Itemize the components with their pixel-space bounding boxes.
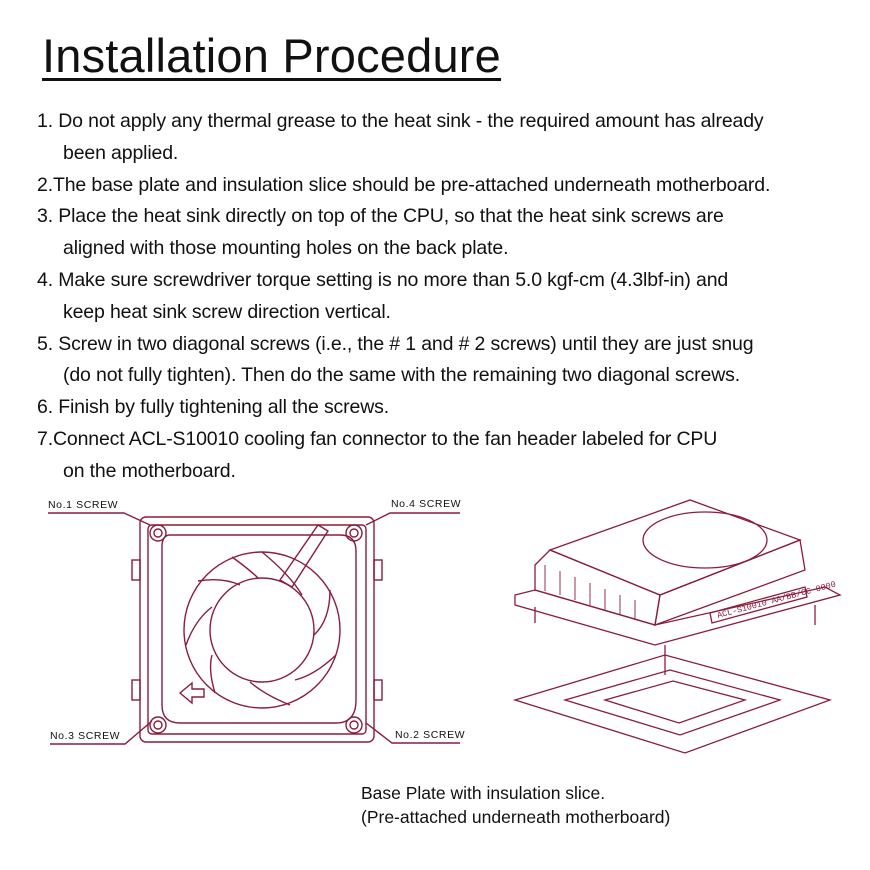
callout-no3-screw: No.3 SCREW [50,730,121,742]
heatsink-top-view-figure [40,495,480,760]
product-label-text: ACL-S10010 AA/BB/CC 0000 [716,579,838,621]
step-3 [37,201,857,265]
fan-outer-ring [184,552,340,708]
caption-line-2: (Pre-attached underneath motherboard) [361,807,671,827]
step-3-line-2: aligned with those mounting holes on the back plate. [63,237,509,260]
callout-no2-screw: No.2 SCREW [395,729,466,741]
step-5-line-1: 5. Screw in two diagonal screws (i.e., the # 1 and # 2 screws) until they are just snug [37,332,754,355]
screw-icons [150,525,362,733]
callout-no1-screw: No.1 SCREW [48,499,119,511]
instruction-list [37,106,857,488]
figure-caption [361,781,670,829]
step-7-line-2: on the motherboard. [63,459,236,482]
heatsink-isometric-figure [505,495,850,775]
callout-no4-screw: No.4 SCREW [391,498,462,510]
step-1 [37,106,857,170]
base-plate [515,655,830,753]
step-7 [37,424,857,488]
step-3-line-1: 3. Place the heat sink directly on top of the CPU, so that the heat sink screws are [37,205,724,228]
fan-shroud [162,535,356,723]
step-1-line-1: 1. Do not apply any thermal grease to the heat sink - the required amount has already [37,110,764,132]
heatsink-top-face [550,500,800,595]
caption-line-1: Base Plate with insulation slice. [361,783,606,803]
airflow-arrow-icon [180,683,204,703]
step-2-line-1: 2.The base plate and insulation slice should be pre-attached underneath motherboard. [37,173,771,196]
step-1-line-2: been applied. [63,141,179,164]
step-6 [37,392,857,424]
step-4-line-1: 4. Make sure screwdriver torque setting is no more than 5.0 kgf-cm (4.3lbf-in) and [37,268,729,291]
heatsink-top-view-drawing [40,495,480,760]
page-title: Installation Procedure [42,29,502,82]
heatsink-isometric-drawing [505,495,850,775]
step-6-line-1: 6. Finish by fully tightening all the screws. [37,396,390,419]
step-4 [37,265,857,329]
step-5-line-2: (do not fully tighten). Then do the same with the remaining two diagonal screws. [63,364,741,387]
fan-hub [210,578,314,682]
leader-no1 [48,513,150,525]
step-5 [37,329,857,393]
step-2 [37,170,857,202]
step-4-line-2: keep heat sink screw direction vertical. [63,300,391,323]
leader-no4 [366,513,460,525]
step-7-line-1: 7.Connect ACL-S10010 cooling fan connector to the fan header labeled for CPU [37,427,718,450]
